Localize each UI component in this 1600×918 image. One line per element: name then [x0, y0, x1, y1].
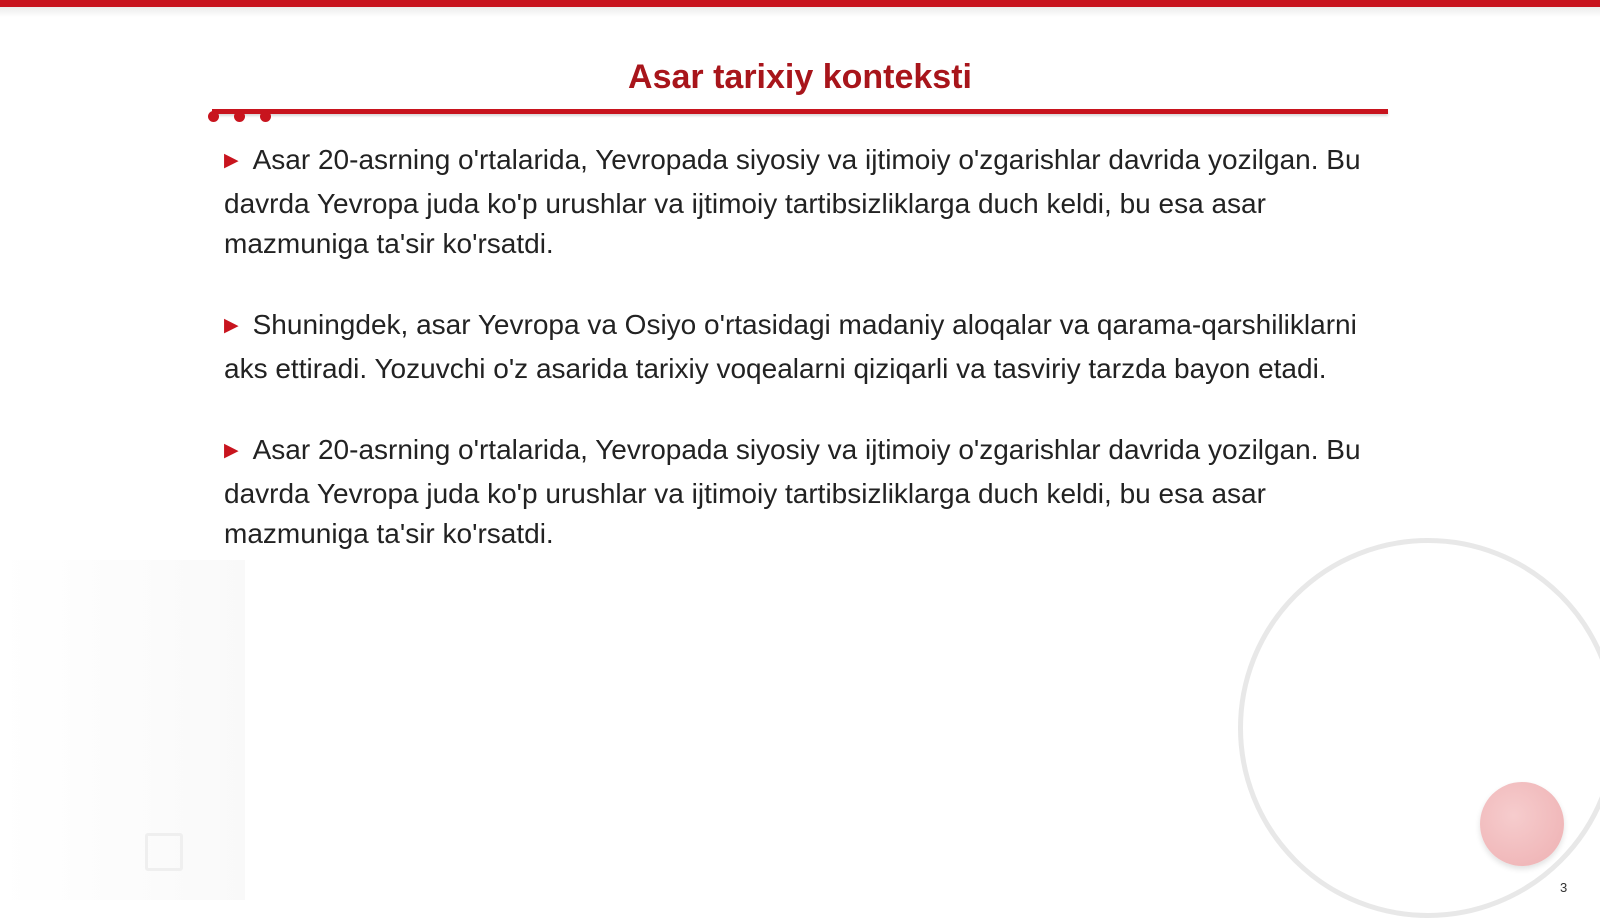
bullet-text-1: Asar 20-asrning o'rtalarida, Yevropada siyosiy va ijtimoiy o'zgarishlar davrida yozilgan. Bu davrda Yevropa juda ko'p urushlar va ijtimoiy tartibsizliklarga duch keldi, bu esa asar mazmuniga ta'sir ko'rsatdi.: [224, 144, 1361, 259]
decorative-square-outline: [145, 833, 183, 871]
title-underline: [212, 109, 1388, 114]
triangle-bullet-icon: ▶: [224, 150, 239, 171]
bullet-item-3: [224, 430, 1374, 554]
decor-dot-2: [234, 111, 245, 122]
page-number: 3: [1560, 880, 1568, 895]
decorative-circle-outline: [1238, 538, 1600, 918]
top-accent-bar: [0, 0, 1600, 7]
decorative-pink-circle: [1480, 782, 1564, 866]
triangle-bullet-icon: ▶: [224, 440, 239, 461]
bullet-item-1: [224, 140, 1374, 264]
bullet-text-3: Asar 20-asrning o'rtalarida, Yevropada siyosiy va ijtimoiy o'zgarishlar davrida yozilgan. Bu davrda Yevropa juda ko'p urushlar va ijtimoiy tartibsizliklarga duch keldi, bu esa asar mazmuniga ta'sir ko'rsatdi.: [224, 434, 1361, 549]
slide-title: Asar tarixiy konteksti: [628, 58, 972, 96]
bullet-item-2: [224, 305, 1374, 389]
decor-dot-3: [260, 111, 271, 122]
bullet-text-2: Shuningdek, asar Yevropa va Osiyo o'rtasidagi madaniy aloqalar va qarama-qarshiliklarni aks ettiradi. Yozuvchi o'z asarida tarixiy voqealarni qiziqarli va tasviriy tarzda bayon etadi.: [224, 309, 1357, 384]
left-shade-decoration: [0, 560, 245, 900]
decor-dot-1: [208, 111, 219, 122]
triangle-bullet-icon: ▶: [224, 315, 239, 336]
top-bar-shadow: [0, 7, 1600, 17]
bullet-list: [224, 140, 1374, 595]
